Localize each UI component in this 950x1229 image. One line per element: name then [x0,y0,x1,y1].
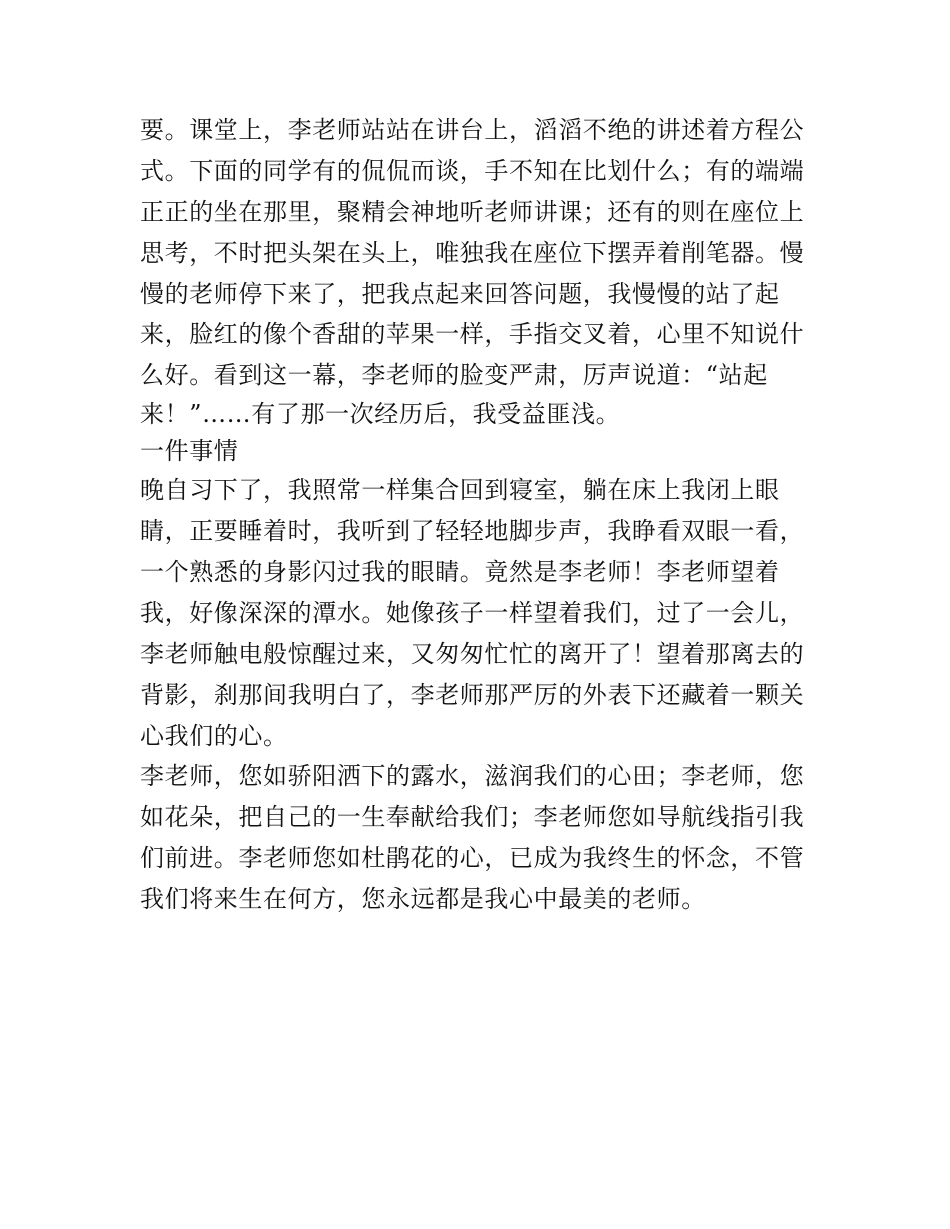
text-line: 李老师，您如骄阳洒下的露水，滋润我们的心田；李老师，您 [140,762,805,791]
text-line: 一个熟悉的身影闪过我的眼睛。竟然是李老师！李老师望着 [140,558,780,587]
text-line: 背影，刹那间我明白了，李老师那严厉的外表下还藏着一颗关 [140,680,805,709]
text-line: 来！”……有了那一次经历后，我受益匪浅。 [140,400,621,429]
text-line: 李老师触电般惊醒过来，又匆匆忙忙的离开了！望着那离去的 [140,639,805,668]
text-line: 式。下面的同学有的侃侃而谈，手不知在比划什么；有的端端 [140,156,805,185]
text-line: 慢的老师停下来了，把我点起来回答问题，我慢慢的站了起 [140,279,780,308]
text-line: 正正的坐在那里，聚精会神地听老师讲课；还有的则在座位上 [140,197,805,226]
text-line: 如花朵，把自己的一生奉献给我们；李老师您如导航线指引我 [140,803,805,832]
text-line: 我们将来生在何方，您永远都是我心中最美的老师。 [140,885,706,914]
essay-body [140,110,830,920]
text-line: 来，脸红的像个香甜的苹果一样，手指交叉着，心里不知说什 [140,320,805,349]
text-line: 要。课堂上，李老师站站在讲台上，滔滔不绝的讲述着方程公 [140,116,805,144]
text-line: 睛，正要睡着时，我听到了轻轻地脚步声，我睁看双眼一看， [140,517,805,546]
text-line: 晚自习下了，我照常一样集合回到寝室，躺在床上我闭上眼 [140,476,780,505]
text-line: 我，好像深深的潭水。她像孩子一样望着我们，过了一会儿， [140,598,805,627]
text-line: 思考，不时把头架在头上，唯独我在座位下摆弄着削笔器。慢 [140,238,805,267]
text-line: 们前进。李老师您如杜鹃花的心，已成为我终生的怀念，不管 [140,844,805,873]
text-line: 心我们的心。 [140,721,288,750]
text-line: 么好。看到这一幕，李老师的脸变严肃，厉声说道：“站起 [140,361,768,390]
section-heading: 一件事情 [140,437,239,466]
